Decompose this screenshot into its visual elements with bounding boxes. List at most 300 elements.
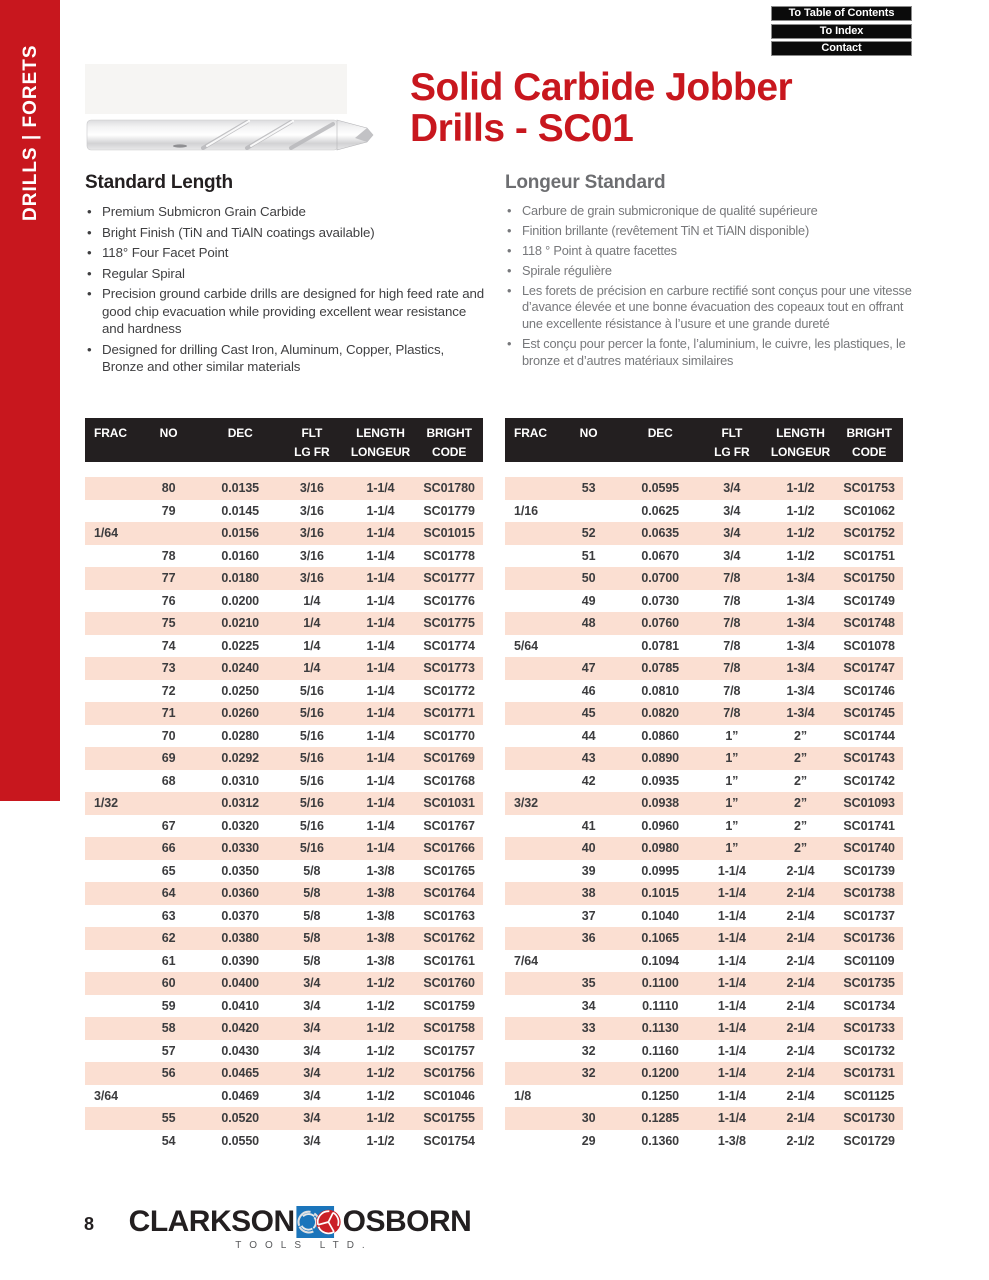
cell-code: SC01775 [423,616,475,631]
features-french-list [505,203,919,370]
cell-dec: 0.1100 [641,976,679,991]
cell-flt: 1” [725,728,739,743]
cell-len: 2-1/4 [786,863,815,878]
cell-flt: 3/4 [723,548,741,563]
cell-dec: 0.0410 [221,998,260,1013]
cell-dec: 0.0625 [641,503,680,518]
cell-dec: 0.0781 [641,638,680,653]
cell-dec: 0.0430 [221,1043,260,1058]
cell-code: SC01779 [423,503,475,518]
cell-no: 43 [581,751,596,766]
cell-dec: 0.1130 [641,1021,679,1036]
table-body [505,477,903,1152]
cell-code: SC01093 [843,796,895,811]
cell-no: 66 [161,841,176,856]
cell-no: 72 [161,683,176,698]
contact-button[interactable]: Contact [771,41,912,56]
cell-code: SC01759 [423,998,475,1013]
cell-len: 1-1/4 [366,593,395,608]
cell-dec: 0.0469 [221,1088,260,1103]
cell-dec: 0.0520 [221,1111,260,1126]
cell-flt: 1-1/4 [717,886,746,901]
cell-dec: 0.0180 [221,571,260,586]
cell-no: 77 [161,571,176,586]
cell-flt: 1-1/4 [717,953,746,968]
cell-flt: 3/4 [303,1133,321,1148]
cell-code: SC01766 [423,841,475,856]
cell-no: 53 [581,481,596,496]
cell-no: 42 [581,773,596,788]
cell-len: 1-1/4 [366,526,395,541]
cell-no: 75 [161,616,176,631]
drill-spec-table-left [85,418,483,1152]
cell-flt: 1-1/4 [717,1043,746,1058]
cell-no: 78 [161,548,176,563]
cell-dec: 0.0935 [641,773,680,788]
table-row [505,725,903,748]
table-row [85,1017,483,1040]
bullet-item: • Les forets de précision en carbure rectifié sont conçus pour une vitesse d’avance élevée et une bonne évacuation des copeaux tout en offrant une excellente résistance à l’usure et une grande dureté [505,283,919,334]
cell-len: 1-3/8 [366,908,395,923]
cell-len: 1-1/2 [366,1111,395,1126]
cell-len: 1-3/4 [786,571,815,586]
cell-len: 1-1/4 [366,571,395,586]
table-row [505,522,903,545]
cell-len: 1-3/8 [366,886,395,901]
cell-len: 1-1/2 [366,1066,395,1081]
cell-frac: 1/16 [514,503,538,518]
cell-len: 2” [793,796,807,811]
cell-no: 52 [581,526,596,541]
cell-no: 38 [581,886,596,901]
cell-dec: 0.0280 [221,728,260,743]
cell-no: 62 [161,931,176,946]
cell-dec: 0.0820 [641,706,680,721]
cell-dec: 0.0390 [221,953,260,968]
cell-len: 1-3/8 [366,931,395,946]
cell-dec: 0.0860 [641,728,680,743]
cell-len: 1-1/4 [366,728,395,743]
cell-code: SC01741 [843,818,895,833]
cell-flt: 5/8 [303,863,321,878]
table-row [505,747,903,770]
logo-tools-ltd-text: TOOLS LTD. [235,1240,373,1251]
cell-code: SC01774 [423,638,475,653]
cell-flt: 3/4 [303,976,321,991]
cell-no: 32 [581,1043,596,1058]
col-header-no: NO [579,426,598,440]
cell-flt: 1/4 [303,616,321,631]
col-header-frac: FRAC [514,426,547,440]
cell-frac: 5/64 [514,638,538,653]
table-row [505,612,903,635]
cell-code: SC01764 [423,886,475,901]
table-row [505,972,903,995]
cell-no: 56 [161,1066,176,1081]
table-row [85,972,483,995]
cell-code: SC01742 [843,773,895,788]
cell-len: 1-3/4 [786,616,815,631]
cell-dec: 0.0960 [641,818,680,833]
cell-code: SC01078 [843,638,895,653]
cell-code: SC01740 [843,841,895,856]
cell-len: 1-3/4 [786,638,815,653]
cell-code: SC01743 [843,751,895,766]
cell-flt: 1” [725,796,739,811]
cell-flt: 1-1/4 [717,931,746,946]
cell-dec: 0.1360 [641,1133,680,1148]
cell-frac: 1/8 [514,1088,532,1103]
bullet-item: • Designed for drilling Cast Iron, Aluminum, Copper, Plastics, Bronze and other similar materials [85,341,489,376]
cell-flt: 5/16 [299,728,324,743]
bullet-item: • 118° Four Facet Point [85,244,489,262]
cell-no: 48 [581,616,596,631]
cell-flt: 7/8 [723,593,741,608]
cell-no: 70 [161,728,176,743]
cell-dec: 0.1015 [641,886,680,901]
cell-flt: 3/4 [303,1066,321,1081]
cell-flt: 1” [725,751,739,766]
cell-dec: 0.0156 [221,526,260,541]
cell-len: 1-1/4 [366,503,395,518]
table-row [505,1130,903,1153]
cell-no: 79 [161,503,176,518]
cell-len: 1-3/4 [786,593,815,608]
cell-code: SC01736 [843,931,895,946]
cell-code: SC01015 [423,526,475,541]
cell-flt: 3/4 [723,526,741,541]
cell-flt: 1” [725,773,739,788]
cell-code: SC01737 [843,908,895,923]
cell-dec: 0.0145 [221,503,260,518]
cell-code: SC01730 [843,1111,895,1126]
cell-dec: 0.0360 [221,886,260,901]
cell-no: 59 [161,998,176,1013]
cell-dec: 0.1250 [641,1088,680,1103]
cell-code: SC01732 [843,1043,895,1058]
cell-dec: 0.0400 [221,976,260,991]
col-header-no: NO [159,426,178,440]
cell-no: 49 [581,593,596,608]
cell-flt: 7/8 [723,706,741,721]
cell-dec: 0.1200 [641,1066,680,1081]
page-title-line1: Solid Carbide Jobber [410,66,793,109]
cell-dec: 0.0160 [221,548,260,563]
cell-flt: 3/4 [303,1021,321,1036]
cell-flt: 5/16 [299,818,324,833]
cell-len: 1-1/2 [786,526,815,541]
cell-dec: 0.1110 [642,998,679,1013]
cell-dec: 0.0810 [641,683,680,698]
cell-no: 45 [581,706,596,721]
cell-flt: 3/16 [299,503,324,518]
logo-pinwheel-icon [296,1206,342,1238]
col-header-flt: FLT LG FR [294,426,330,459]
table-row [85,1085,483,1108]
cell-flt: 3/4 [303,1111,321,1126]
cell-flt: 1/4 [303,661,321,676]
clarkson-osborn-logo [128,1205,472,1251]
cell-flt: 7/8 [723,638,741,653]
cell-flt: 7/8 [723,616,741,631]
cell-len: 1-1/2 [786,548,815,563]
cell-dec: 0.0240 [221,661,260,676]
cell-no: 47 [581,661,596,676]
table-row [505,1107,903,1130]
cell-len: 2” [793,841,807,856]
cell-len: 2-1/4 [786,886,815,901]
cell-len: 1-1/4 [366,548,395,563]
cell-len: 2-1/4 [786,1043,815,1058]
cell-flt: 5/16 [299,773,324,788]
cell-flt: 5/16 [299,751,324,766]
cell-len: 1-3/4 [786,683,815,698]
cell-code: SC01772 [423,683,475,698]
cell-code: SC01735 [843,976,895,991]
table-row [505,882,903,905]
cell-len: 1-1/4 [366,773,395,788]
cell-len: 1-3/4 [786,661,815,676]
cell-dec: 0.0890 [641,751,680,766]
features-french [505,172,919,373]
bullet-item: • Est conçu pour percer la fonte, l’aluminium, le cuivre, les plastiques, le bronze et d’autres matériaux similaires [505,336,919,370]
to-index-button[interactable]: To Index [771,24,912,39]
cell-len: 1-3/4 [786,706,815,721]
cell-dec: 0.0200 [221,593,260,608]
cell-len: 1-1/4 [366,841,395,856]
cell-no: 32 [581,1066,596,1081]
cell-code: SC01744 [843,728,895,743]
cell-dec: 0.0550 [221,1133,260,1148]
col-header-bright-code: BRIGHT CODE [846,426,892,459]
cell-len: 2-1/4 [786,1021,815,1036]
cell-code: SC01771 [423,706,475,721]
table-row [85,837,483,860]
cell-len: 2” [793,773,807,788]
cell-code: SC01752 [843,526,895,541]
cell-len: 1-1/2 [366,998,395,1013]
cell-code: SC01125 [843,1088,895,1103]
cell-code: SC01758 [423,1021,475,1036]
cell-no: 36 [581,931,596,946]
cell-dec: 0.0760 [641,616,680,631]
cell-dec: 0.0250 [221,683,260,698]
cell-flt: 3/4 [303,1088,321,1103]
table-row [85,590,483,613]
cell-len: 1-1/4 [366,796,395,811]
table-row [85,1062,483,1085]
cell-code: SC01046 [423,1088,475,1103]
cell-code: SC01749 [843,593,895,608]
table-row [85,612,483,635]
page-number: 8 [84,1214,94,1234]
bullet-item: • Regular Spiral [85,265,489,283]
cell-len: 1-1/2 [366,976,395,991]
cell-len: 2-1/2 [786,1133,815,1148]
col-header-bright-code: BRIGHT CODE [426,426,472,459]
cell-dec: 0.1094 [641,953,680,968]
to-table-of-contents-button[interactable]: To Table of Contents [771,6,912,21]
table-row [505,860,903,883]
cell-len: 2-1/4 [786,908,815,923]
cell-len: 1-1/4 [366,818,395,833]
cell-flt: 1/4 [303,593,321,608]
table-row [85,1040,483,1063]
table-row [85,725,483,748]
cell-code: SC01750 [843,571,895,586]
cell-flt: 1-1/4 [717,1021,746,1036]
cell-dec: 0.0465 [221,1066,260,1081]
cell-no: 80 [161,481,176,496]
cell-code: SC01062 [843,503,895,518]
cell-flt: 1-1/4 [717,976,746,991]
cell-dec: 0.1285 [641,1111,680,1126]
cell-no: 68 [161,773,176,788]
col-header-length: LENGTH LONGEUR [350,426,411,459]
table-row [85,927,483,950]
table-row [505,657,903,680]
cell-code: SC01755 [423,1111,475,1126]
drill-spec-table-right [505,418,903,1152]
table-row [505,815,903,838]
cell-no: 35 [581,976,596,991]
cell-flt: 3/16 [299,548,324,563]
cell-len: 2” [793,728,807,743]
cell-no: 39 [581,863,596,878]
table-row [505,792,903,815]
table-row [85,702,483,725]
cell-code: SC01767 [423,818,475,833]
page-title-line2: Drills - SC01 [410,106,634,150]
cell-code: SC01765 [423,863,475,878]
cell-code: SC01738 [843,886,895,901]
cell-code: SC01756 [423,1066,475,1081]
table-row [505,1062,903,1085]
cell-code: SC01109 [843,953,895,968]
cell-flt: 5/8 [303,953,321,968]
cell-flt: 1-1/4 [717,1088,746,1103]
cell-len: 2-1/4 [786,998,815,1013]
cell-flt: 5/8 [303,931,321,946]
cell-code: SC01769 [423,751,475,766]
cell-dec: 0.0380 [221,931,260,946]
cell-len: 1-1/2 [366,1043,395,1058]
cell-dec: 0.0310 [221,773,260,788]
cell-flt: 3/4 [303,998,321,1013]
cell-len: 1-3/8 [366,953,395,968]
cell-flt: 3/4 [303,1043,321,1058]
cell-no: 65 [161,863,176,878]
cell-dec: 0.0938 [641,796,680,811]
bullet-item: • 118 ° Point à quatre facettes [505,243,919,260]
cell-code: SC01748 [843,616,895,631]
table-row [505,477,903,500]
cell-dec: 0.0312 [221,796,260,811]
cell-flt: 1” [725,818,739,833]
cell-flt: 7/8 [723,571,741,586]
cell-code: SC01745 [843,706,895,721]
table-row [505,1085,903,1108]
cell-code: SC01770 [423,728,475,743]
cell-no: 37 [581,908,596,923]
cell-len: 1-1/2 [366,1088,395,1103]
cell-dec: 0.1040 [641,908,680,923]
cell-no: 74 [161,638,176,653]
cell-no: 50 [581,571,596,586]
table-row [85,815,483,838]
table-row [505,995,903,1018]
table-row [85,635,483,658]
cell-flt: 5/16 [299,841,324,856]
cell-frac: 7/64 [514,953,538,968]
cell-len: 2-1/4 [786,931,815,946]
cell-len: 2-1/4 [786,976,815,991]
cell-dec: 0.0785 [641,661,680,676]
cell-flt: 1-1/4 [717,1066,746,1081]
cell-dec: 0.0225 [221,638,260,653]
cell-no: 57 [161,1043,176,1058]
cell-code: SC01761 [423,953,475,968]
cell-no: 55 [161,1111,176,1126]
cell-flt: 1/4 [303,638,321,653]
drill-bit-image [85,62,375,162]
features-english-list [85,203,489,376]
cell-no: 29 [581,1133,596,1148]
cell-no: 41 [581,818,596,833]
table-row [85,882,483,905]
cell-flt: 1” [725,841,739,856]
cell-no: 33 [581,1021,596,1036]
cell-flt: 5/16 [299,796,324,811]
cell-no: 51 [581,548,596,563]
cell-dec: 0.0370 [221,908,260,923]
cell-dec: 0.0260 [221,706,260,721]
table-row [505,837,903,860]
table-row [85,680,483,703]
cell-len: 1-1/2 [786,481,815,496]
cell-no: 46 [581,683,596,698]
cell-no: 63 [161,908,176,923]
cell-dec: 0.1065 [641,931,680,946]
cell-frac: 1/64 [94,526,118,541]
cell-code: SC01768 [423,773,475,788]
cell-len: 1-1/4 [366,638,395,653]
cell-code: SC01729 [843,1133,895,1148]
cell-len: 2-1/4 [786,1088,815,1103]
cell-len: 2-1/4 [786,953,815,968]
cell-no: 71 [161,706,176,721]
table-row [85,657,483,680]
cell-flt: 7/8 [723,683,741,698]
bullet-item: • Precision ground carbide drills are designed for high feed rate and good chip evacuation while providing excellent wear resistance and hardness [85,285,489,338]
bullet-item: • Bright Finish (TiN and TiAlN coatings available) [85,224,489,242]
page-title [410,68,792,149]
cell-code: SC01734 [843,998,895,1013]
cell-no: 44 [581,728,596,743]
cell-len: 1-1/2 [366,1021,395,1036]
cell-no: 67 [161,818,176,833]
cell-flt: 1-1/4 [717,998,746,1013]
table-row [85,905,483,928]
cell-flt: 5/16 [299,683,324,698]
cell-code: SC01733 [843,1021,895,1036]
table-row [505,545,903,568]
cell-frac: 3/64 [94,1088,118,1103]
table-row [505,567,903,590]
table-row [505,905,903,928]
cell-code: SC01739 [843,863,895,878]
cell-no: 54 [161,1133,176,1148]
